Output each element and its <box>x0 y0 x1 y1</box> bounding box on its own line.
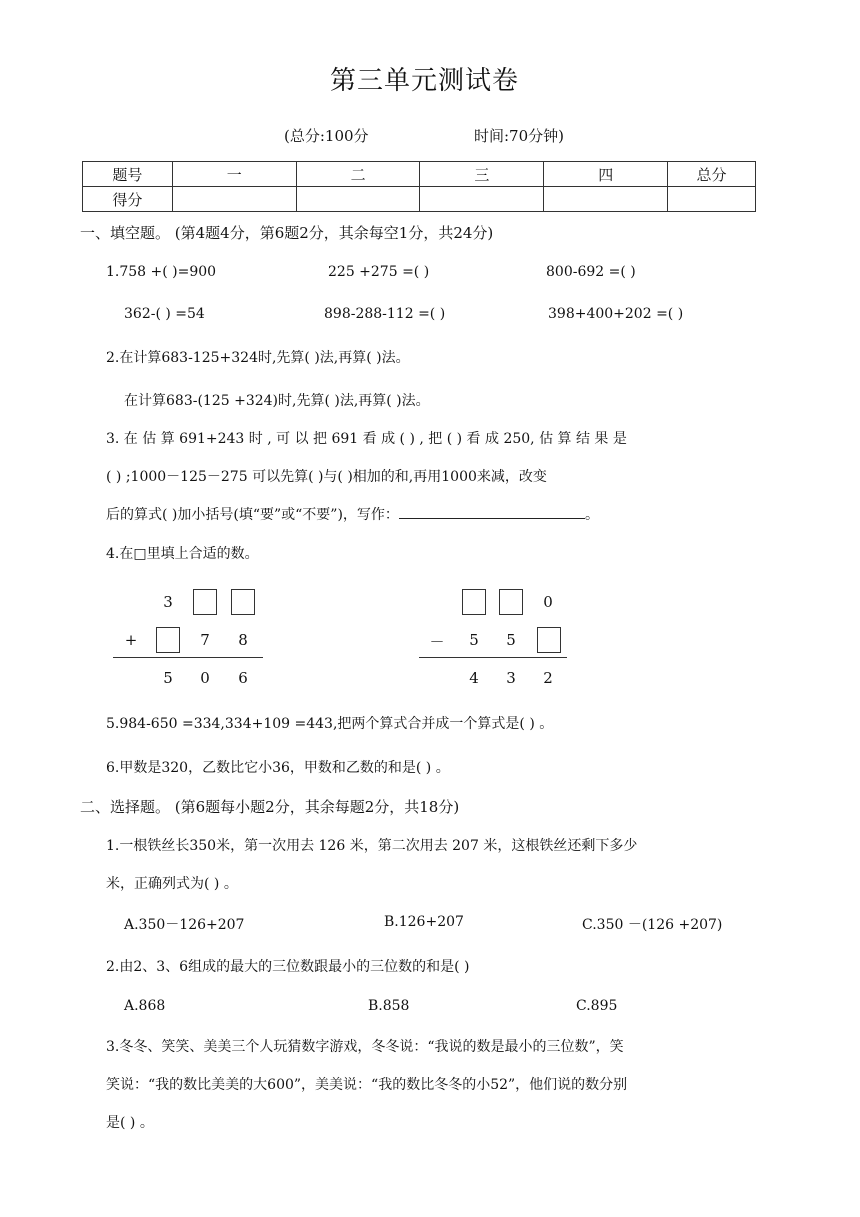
table-cell: 三 <box>420 162 544 187</box>
score-input-cell[interactable] <box>668 187 756 212</box>
option-b[interactable]: B.858 <box>368 998 410 1014</box>
option-b[interactable]: B.126+207 <box>384 914 464 930</box>
option-c[interactable]: C.350 －(126 +207) <box>582 917 723 933</box>
minus-sign: － <box>429 633 445 651</box>
digit: 2 <box>543 669 553 687</box>
s2-q1-line: 米，正确列式为( ) 。 <box>106 876 238 892</box>
digit: 3 <box>506 669 516 687</box>
s2-q1-line: 1.一根铁丝长350米，第一次用去 126 米，第二次用去 207 米，这根铁丝还剩下多少 <box>106 838 638 854</box>
section2-heading: 二、选择题。 (第6题每小题2分，其余每题2分，共18分) <box>80 798 460 816</box>
table-cell: 题号 <box>83 162 173 187</box>
q1-item: 1.758 +( )=900 <box>106 264 217 280</box>
section1-heading: 一、填空题。 (第4题4分，第6题2分，其余每空1分，共24分) <box>80 224 494 242</box>
table-cell: 总分 <box>668 162 756 187</box>
digit: 4 <box>469 669 479 687</box>
digit: 6 <box>238 669 248 687</box>
difference-line <box>419 657 567 658</box>
time-limit: 时间:70分钟) <box>474 127 564 145</box>
q3-line <box>106 504 599 524</box>
table-cell: 一 <box>172 162 296 187</box>
digit: 5 <box>163 669 173 687</box>
table-cell: 二 <box>296 162 420 187</box>
q3-line-end: 。 <box>584 507 599 523</box>
answer-blank[interactable] <box>399 504 585 519</box>
option-a[interactable]: A.350－126+207 <box>124 917 245 933</box>
q1-item: 398+400+202 =( ) <box>548 306 684 322</box>
q3-line: 3. 在 估 算 691+243 时 , 可 以 把 691 看 成 ( ) , 把 ( ) 看 成 250, 估 算 结 果 是 <box>106 431 627 447</box>
q2-line: 2.在计算683-125+324时,先算( )法,再算( )法。 <box>106 350 410 366</box>
table-cell: 得分 <box>83 187 173 212</box>
q5-line: 5.984-650 =334,334+109 =443,把两个算式合并成一个算式是( ) 。 <box>106 716 554 732</box>
answer-box[interactable] <box>537 627 561 653</box>
answer-box[interactable] <box>156 627 180 653</box>
q1-item: 225 +275 =( ) <box>328 264 430 280</box>
q6-line: 6.甲数是320，乙数比它小36，甲数和乙数的和是( ) 。 <box>106 760 450 776</box>
table-row <box>83 162 756 187</box>
score-table <box>82 161 756 212</box>
score-input-cell[interactable] <box>544 187 668 212</box>
q1-item: 800-692 =( ) <box>546 264 636 280</box>
s2-q2-line: 2.由2、3、6组成的最大的三位数跟最小的三位数的和是( ) <box>106 959 470 975</box>
answer-box[interactable] <box>462 589 486 615</box>
q1-item: 362-( ) =54 <box>124 306 205 322</box>
answer-box[interactable] <box>231 589 255 615</box>
table-cell: 四 <box>544 162 668 187</box>
score-input-cell[interactable] <box>172 187 296 212</box>
table-row <box>83 187 756 212</box>
digit: 0 <box>200 669 210 687</box>
digit: 0 <box>543 593 553 611</box>
s2-q3-line: 是( ) 。 <box>106 1115 154 1131</box>
digit: 8 <box>238 631 248 649</box>
q3-line: ( ) ;1000－125－275 可以先算( )与( )相加的和,再用1000来减，改变 <box>106 469 547 485</box>
q2-line: 在计算683-(125 +324)时,先算( )法,再算( )法。 <box>124 393 430 409</box>
score-input-cell[interactable] <box>296 187 420 212</box>
page-title: 第三单元测试卷 <box>330 66 520 96</box>
q1-item: 898-288-112 =( ) <box>324 306 446 322</box>
answer-box[interactable] <box>499 589 523 615</box>
digit: 7 <box>200 631 210 649</box>
s2-q3-line: 笑说：“我的数比美美的大600”，美美说：“我的数比冬冬的小52”，他们说的数分别 <box>106 1077 628 1093</box>
sum-line <box>113 657 263 658</box>
digit: 3 <box>163 593 173 611</box>
s2-q3-line: 3.冬冬、笑笑、美美三个人玩猜数字游戏，冬冬说：“我说的数是最小的三位数”，笑 <box>106 1039 624 1055</box>
total-score: (总分:100分 <box>284 127 369 145</box>
score-input-cell[interactable] <box>420 187 544 212</box>
option-c[interactable]: C.895 <box>576 998 618 1014</box>
option-a[interactable]: A.868 <box>124 998 166 1014</box>
q4-text: 4.在□里填上合适的数。 <box>106 546 259 562</box>
digit: 5 <box>469 631 479 649</box>
q3-line-text: 后的算式( )加小括号(填“要”或“不要”)，写作： <box>106 507 399 523</box>
plus-sign: + <box>124 631 138 649</box>
digit: 5 <box>506 631 516 649</box>
answer-box[interactable] <box>193 589 217 615</box>
